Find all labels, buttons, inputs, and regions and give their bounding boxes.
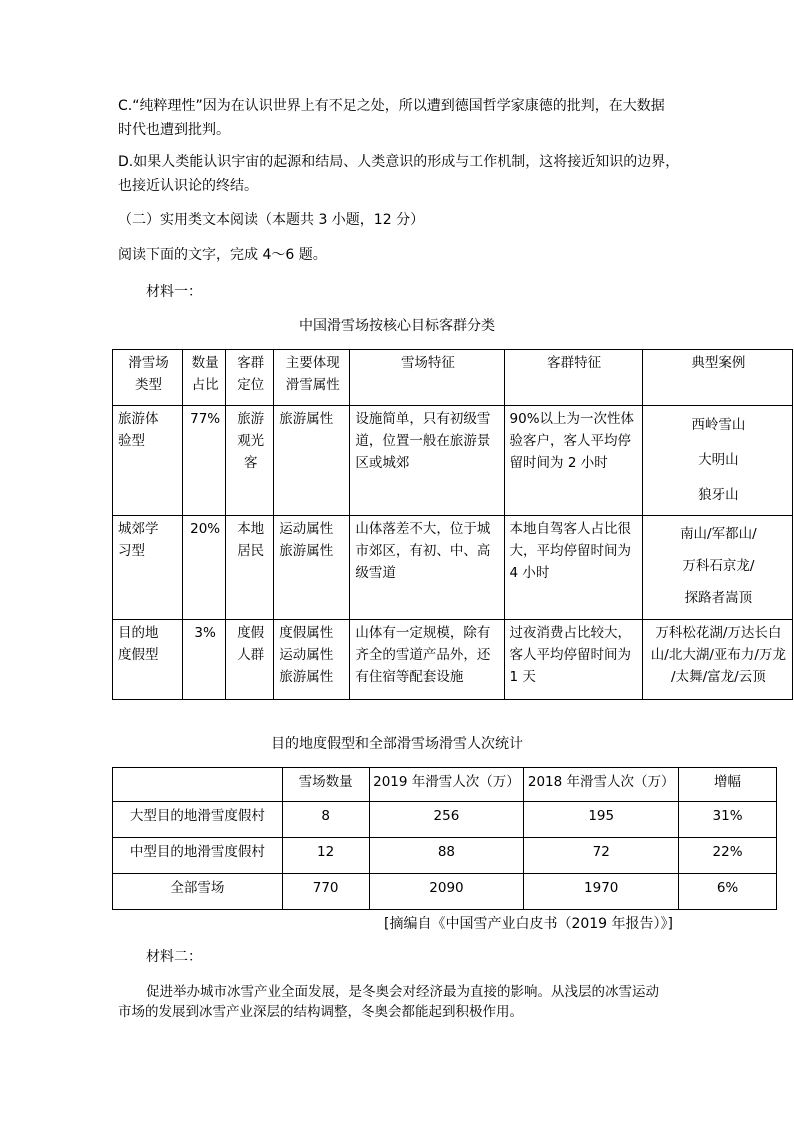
cell-share: 20% <box>183 516 226 620</box>
table-row <box>113 516 793 620</box>
cell-count: 12 <box>282 838 369 874</box>
cell-share: 3% <box>183 620 226 700</box>
cell-features: 设施简单，只有初级雪 道，位置一般在旅游景 区或城郊 <box>350 406 504 516</box>
header-attribute: 主要体现 滑雪属性 <box>274 350 350 406</box>
header-growth: 增幅 <box>679 768 777 802</box>
option-c-line1: C.“纯粹理性”因为在认识世界上有不足之处，所以遭到德国哲学家康德的批判，在大数据 <box>118 98 665 114</box>
header-2018-visits: 2018 年滑雪人次（万） <box>524 768 679 802</box>
material-two-label: 材料二： <box>146 949 202 965</box>
material-two-line2: 市场的发展到冰雪产业深层的结构调整，冬奥会都能起到积极作用。 <box>118 1004 523 1020</box>
cell-growth: 22% <box>679 838 777 874</box>
cell-guests: 90%以上为一次性体 验客户，客人平均停 留时间为 2 小时 <box>504 406 642 516</box>
cell-attribute: 度假属性 运动属性 旅游属性 <box>274 620 350 700</box>
source-citation: [摘编自《中国雪产业白皮书（2019 年报告）》] <box>384 916 674 932</box>
header-2019-visits: 2019 年滑雪人次（万） <box>369 768 524 802</box>
cell-category: 全部雪场 <box>113 874 283 910</box>
cell-guests: 过夜消费占比较大， 客人平均停留时间为 1 天 <box>504 620 642 700</box>
cell-count: 8 <box>282 802 369 838</box>
table1-title: 中国滑雪场按核心目标客群分类 <box>299 318 495 334</box>
material-one-label: 材料一： <box>146 284 202 300</box>
cell-cases: 西岭雪山 大明山 狼牙山 <box>642 406 792 516</box>
cell-share: 77% <box>183 406 226 516</box>
table-row <box>113 802 777 838</box>
table2-title: 目的地度假型和全部滑雪场滑雪人次统计 <box>271 736 523 752</box>
cell-2018: 1970 <box>524 874 679 910</box>
header-type: 滑雪场 类型 <box>113 350 183 406</box>
header-resort-count: 雪场数量 <box>282 768 369 802</box>
header-guest-features: 客群特征 <box>504 350 642 406</box>
instruction-text: 阅读下面的文字，完成 4～6 题。 <box>118 247 327 263</box>
header-blank <box>113 768 283 802</box>
header-resort-features: 雪场特征 <box>350 350 504 406</box>
cell-guests: 本地自驾客人占比很 大，平均停留时间为 4 小时 <box>504 516 642 620</box>
cell-2018: 72 <box>524 838 679 874</box>
cell-type: 城郊学 习型 <box>113 516 183 620</box>
option-d-line2: 也接近认识论的终结。 <box>118 178 258 194</box>
ski-resort-classification-table <box>112 349 793 700</box>
cell-growth: 31% <box>679 802 777 838</box>
cell-2019: 2090 <box>369 874 524 910</box>
cell-growth: 6% <box>679 874 777 910</box>
section-heading: （二）实用类文本阅读（本题共 3 小题，12 分） <box>118 212 425 228</box>
cell-type: 目的地 度假型 <box>113 620 183 700</box>
table-row <box>113 406 793 516</box>
cell-attribute: 运动属性 旅游属性 <box>274 516 350 620</box>
cell-2019: 256 <box>369 802 524 838</box>
table-row <box>113 620 793 700</box>
header-cases: 典型案例 <box>642 350 792 406</box>
cell-2019: 88 <box>369 838 524 874</box>
option-c-line2: 时代也遭到批判。 <box>118 122 230 138</box>
table1-header-row <box>113 350 793 406</box>
cell-target: 度假 人群 <box>226 620 274 700</box>
cell-count: 770 <box>282 874 369 910</box>
cell-features: 山体落差不大，位于城 市郊区，有初、中、高 级雪道 <box>350 516 504 620</box>
cell-2018: 195 <box>524 802 679 838</box>
cell-cases: 万科松花湖/万达长白 山/北大湖/亚布力/万龙 /太舞/富龙/云顶 <box>642 620 792 700</box>
cell-category: 中型目的地滑雪度假村 <box>113 838 283 874</box>
table-row <box>113 838 777 874</box>
cell-features: 山体有一定规模，除有 齐全的雪道产品外，还 有住宿等配套设施 <box>350 620 504 700</box>
table2-header-row <box>113 768 777 802</box>
cell-target: 本地 居民 <box>226 516 274 620</box>
header-share: 数量 占比 <box>183 350 226 406</box>
header-target: 客群 定位 <box>226 350 274 406</box>
cell-attribute: 旅游属性 <box>274 406 350 516</box>
cell-cases: 南山/军都山/ 万科石京龙/ 探路者嵩顶 <box>642 516 792 620</box>
cell-type: 旅游体 验型 <box>113 406 183 516</box>
cell-category: 大型目的地滑雪度假村 <box>113 802 283 838</box>
option-d-line1: D.如果人类能认识宇宙的起源和结局、人类意识的形成与工作机制，这将接近知识的边界， <box>118 154 680 170</box>
material-two-line1: 促进举办城市冰雪产业全面发展，是冬奥会对经济最为直接的影响。从浅层的冰雪运动 <box>146 984 659 1000</box>
cell-target: 旅游 观光 客 <box>226 406 274 516</box>
table-row <box>113 874 777 910</box>
skier-visits-table <box>112 767 777 910</box>
